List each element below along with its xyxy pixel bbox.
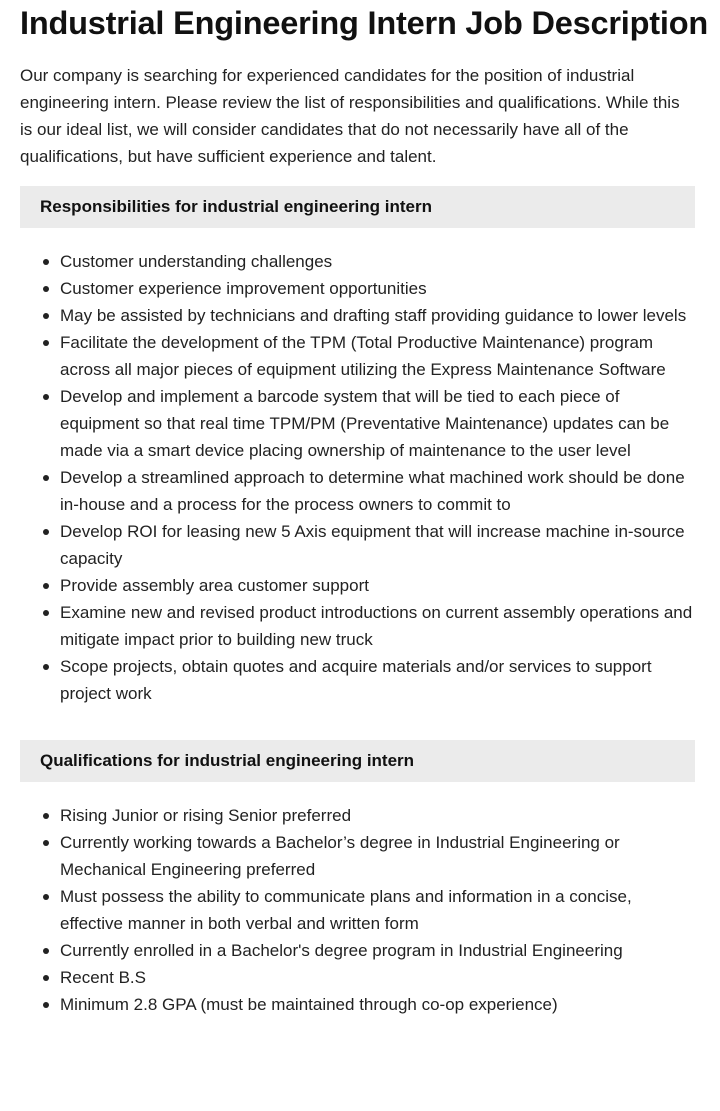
qualification-item: Minimum 2.8 GPA (must be maintained through co-op experience) (60, 991, 695, 1018)
responsibility-item: Scope projects, obtain quotes and acquire materials and/or services to support project work (60, 653, 695, 707)
responsibilities-heading: Responsibilities for industrial engineering intern (20, 186, 695, 228)
qualification-item: Rising Junior or rising Senior preferred (60, 802, 695, 829)
responsibility-item: Develop a streamlined approach to determine what machined work should be done in-house and a process for the process owners to commit to (60, 464, 695, 518)
responsibility-item: May be assisted by technicians and drafting staff providing guidance to lower levels (60, 302, 695, 329)
responsibility-item: Develop and implement a barcode system that will be tied to each piece of equipment so that real time TPM/PM (Preventative Maintenance) updates can be made via a smart device placing ownership of maintenance to the user level (60, 383, 695, 464)
responsibility-item: Facilitate the development of the TPM (Total Productive Maintenance) program across all major pieces of equipment utilizing the Express Maintenance Software (60, 329, 695, 383)
qualifications-heading: Qualifications for industrial engineering intern (20, 740, 695, 782)
responsibility-item: Examine new and revised product introductions on current assembly operations and mitigate impact prior to building new truck (60, 599, 695, 653)
page-title: Industrial Engineering Intern Job Description (20, 5, 709, 41)
responsibility-item: Develop ROI for leasing new 5 Axis equipment that will increase machine in-source capacity (60, 518, 695, 572)
responsibility-item: Customer experience improvement opportunities (60, 275, 695, 302)
responsibility-item: Customer understanding challenges (60, 248, 695, 275)
responsibilities-list (20, 248, 695, 707)
qualification-item: Currently working towards a Bachelor’s degree in Industrial Engineering or Mechanical Engineering preferred (60, 829, 695, 883)
intro-paragraph: Our company is searching for experienced candidates for the position of industrial engineering intern. Please review the list of responsibilities and qualifications. While this is our ideal list, we will consider candidates that do not necessarily have all of the qualifications, but have sufficient experience and talent. (20, 66, 680, 166)
qualification-item: Currently enrolled in a Bachelor's degree program in Industrial Engineering (60, 937, 695, 964)
responsibility-item: Provide assembly area customer support (60, 572, 695, 599)
qualification-item: Recent B.S (60, 964, 695, 991)
qualification-item: Must possess the ability to communicate plans and information in a concise, effective manner in both verbal and written form (60, 883, 695, 937)
qualifications-list (20, 802, 695, 1018)
